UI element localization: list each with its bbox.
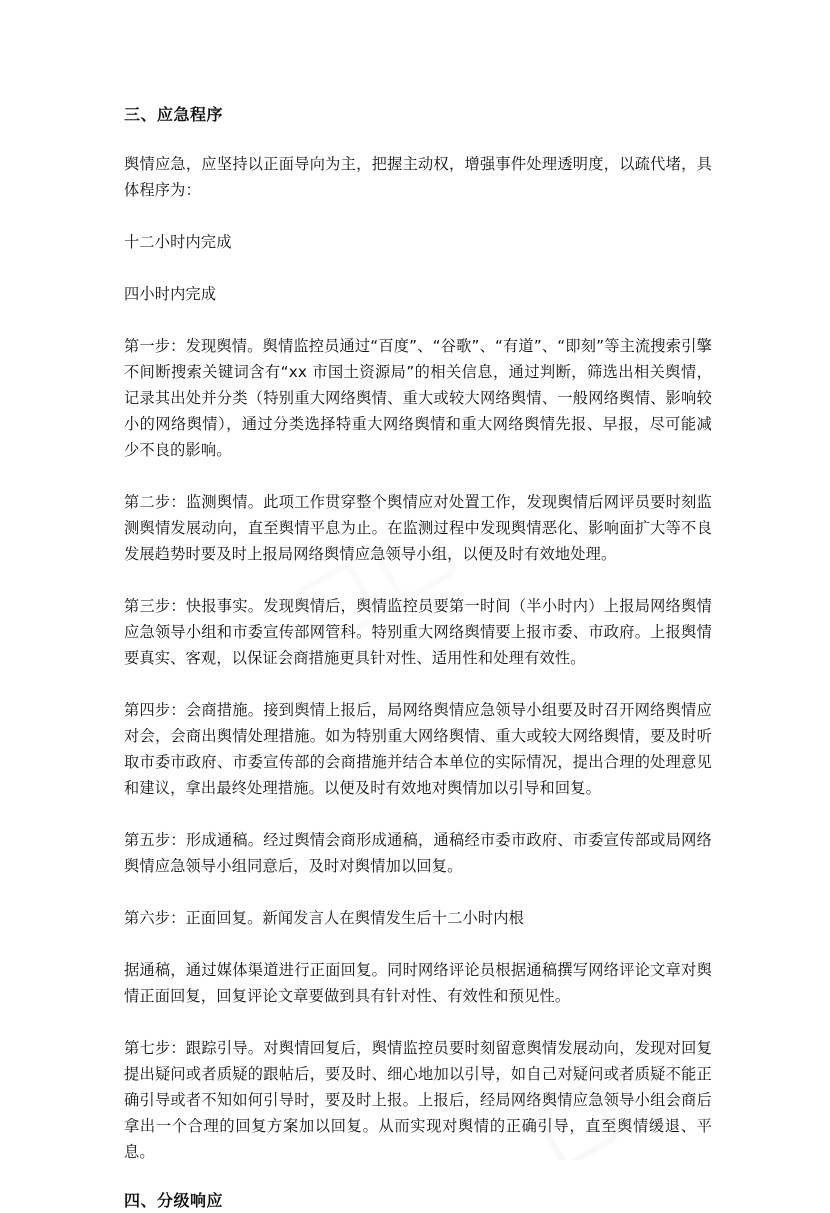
document-body [124,103,712,1213]
step-6-paragraph-continued: 据通稿，通过媒体渠道进行正面回复。同时网络评论员根据通稿撰写网络评论文章对舆情正面回复，回复评论文章要做到具有针对性、有效性和预见性。 [124,961,712,1005]
step-7-paragraph: 第七步：跟踪引导。对舆情回复后，舆情监控员要时刻留意舆情发展动向，发现对回复提出疑问或者质疑的跟帖后，要及时、细心地加以引导，如自己对疑问或者质疑不能正确引导或者不知如何引导时，要及时上报。上报后，经局网络舆情应急领导小组会商后拿出一个合理的回复方案加以回复。从而实现对舆情的正确引导，直至舆情缓退、平息。 [124,1039,712,1161]
time-4-hours: 四小时内完成 [124,285,217,303]
section-4-heading: 四、分级响应 [124,1191,224,1210]
section-3-heading: 三、应急程序 [124,105,224,124]
step-5-paragraph: 第五步：形成通稿。经过舆情会商形成通稿，通稿经市委市政府、市委宣传部或局网络舆情应急领导小组同意后，及时对舆情加以回复。 [124,831,712,875]
step-4-paragraph: 第四步：会商措施。接到舆情上报后，局网络舆情应急领导小组要及时召开网络舆情应对会，会商出舆情处理措施。如为特别重大网络舆情、重大或较大网络舆情，要及时听取市委市政府、市委宣传部的会商措施并结合本单位的实际情况，提出合理的处理意见和建议，拿出最终处理措施。以便及时有效地对舆情加以引导和回复。 [124,701,712,797]
time-12-hours: 十二小时内完成 [124,233,232,251]
step-3-paragraph: 第三步：快报事实。发现舆情后，舆情监控员要第一时间（半小时内）上报局网络舆情应急领导小组和市委宣传部网管科。特别重大网络舆情要上报市委、市政府。上报舆情要真实、客观，以保证会商措施更具针对性、适用性和处理有效性。 [124,597,712,667]
step-2-paragraph: 第二步：监测舆情。此项工作贯穿整个舆情应对处置工作，发现舆情后网评员要时刻监测舆情发展动向，直至舆情平息为止。在监测过程中发现舆情恶化、影响面扩大等不良发展趋势时要及时上报局网络舆情应急领导小组，以便及时有效地处理。 [124,493,712,563]
step-6-paragraph-start: 第六步：正面回复。新闻发言人在舆情发生后十二小时内根 [124,909,525,927]
intro-paragraph: 舆情应急，应坚持以正面导向为主，把握主动权，增强事件处理透明度，以疏代堵，具体程序为： [124,155,712,199]
step-1-paragraph: 第一步：发现舆情。舆情监控员通过“百度”、“谷歌”、“有道”、“即刻”等主流搜索引擎不间断搜索关键词含有“xx 市国土资源局”的相关信息，通过判断，筛选出相关舆情，记录其出处并分类（特别重大网络舆情、重大或较大网络舆情、一般网络舆情、影响较小的网络舆情），通过分类选择特重大网络舆情和重大网络舆情先报、早报，尽可能减少不良的影响。 [124,337,712,459]
